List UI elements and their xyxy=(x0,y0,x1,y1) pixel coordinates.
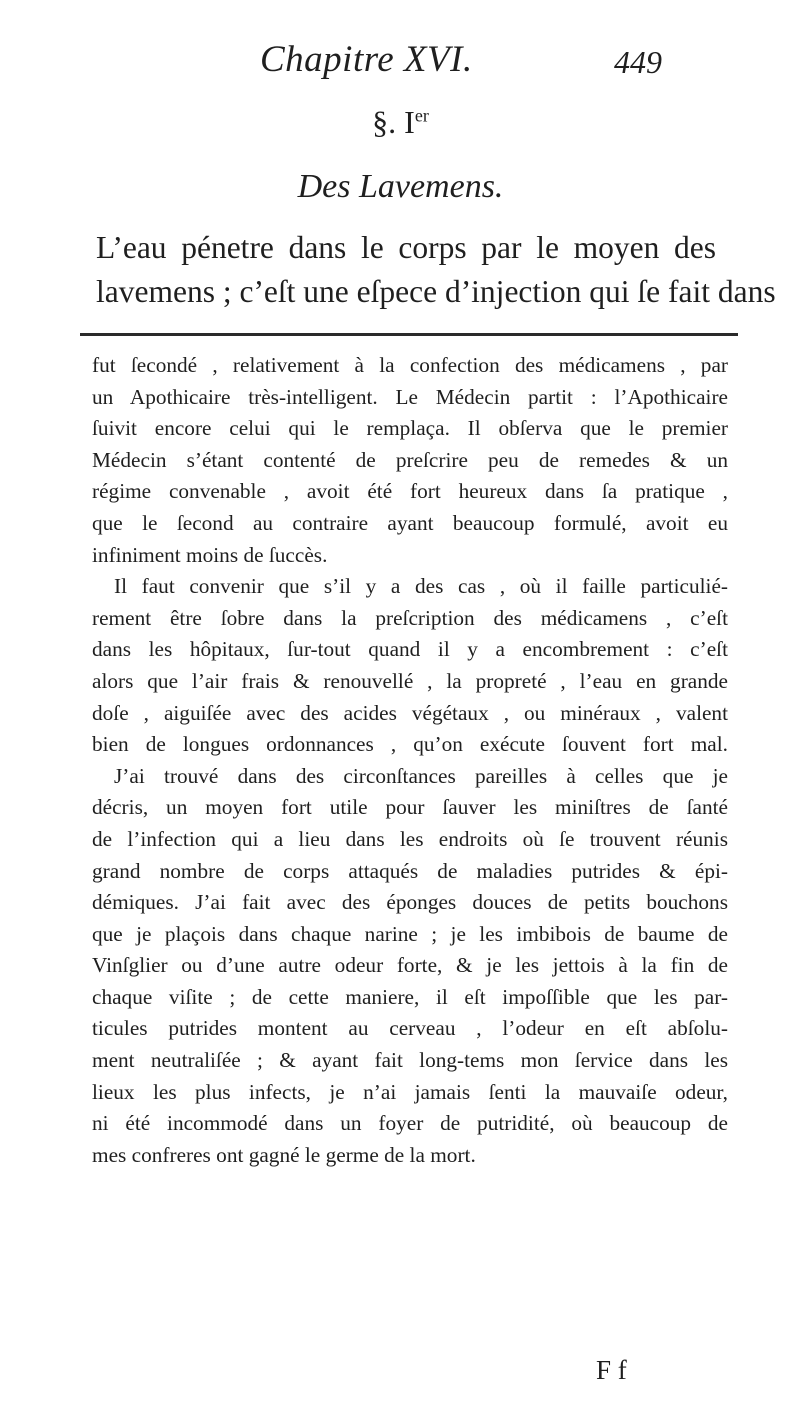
text-line: Vinſglier ou d’une autre odeur forte, & je les jettois à la fin de xyxy=(92,953,728,978)
text-line: rement être ſobre dans la preſcription des médicamens , c’eſt xyxy=(92,605,728,630)
text-line: Il faut convenir que s’il y a des cas , où il faille particulié- xyxy=(114,574,728,599)
text-line: mes confreres ont gagné le germe de la mort. xyxy=(92,1142,476,1167)
text-line: chaque viſite ; de cette maniere, il eſt impoſſible que les par- xyxy=(92,984,728,1009)
intro-line: L’eau pénetre dans le corps par le moyen des xyxy=(96,230,716,265)
running-head xyxy=(0,38,801,88)
text-line: doſe , aiguiſée avec des acides végétaux , ou minéraux , valent xyxy=(92,700,728,725)
text-line: grand nombre de corps attaqués de maladies putrides & épi- xyxy=(92,858,728,883)
chapter-title: Chapitre XVI. xyxy=(260,39,473,80)
text-line: ment neutraliſée ; & ayant fait long-tems mon ſervice dans les xyxy=(92,1048,728,1073)
page-number: 449 xyxy=(614,44,662,80)
text-line: dans les hôpitaux, ſur-tout quand il y a encombrement : c’eſt xyxy=(92,637,728,662)
text-line: alors que l’air frais & renouvellé , la propreté , l’eau en grande xyxy=(92,668,728,693)
text-line: démiques. J’ai fait avec des éponges douces de petits bouchons xyxy=(92,890,728,915)
text-line: J’ai trouvé dans des circonſtances pareilles à celles que je xyxy=(114,763,728,788)
text-line: lieux les plus infects, je n’ai jamais ſenti la mauvaiſe odeur, xyxy=(92,1079,728,1104)
text-line: Médecin s’étant contenté de preſcrire peu de remedes & un xyxy=(92,447,728,472)
section-mark xyxy=(0,104,801,141)
intro-line: lavemens ; c’eſt une eſpece d’injection qui ſe fait dans xyxy=(96,274,776,309)
text-line: bien de longues ordonnances , qu’on exécute ſouvent fort mal. xyxy=(92,732,728,757)
section-mark-sup: er xyxy=(414,105,429,126)
text-line: régime convenable , avoit été fort heureux dans ſa pratique , xyxy=(92,479,728,504)
section-mark-text: §. I xyxy=(372,104,415,140)
text-line: décris, un moyen fort utile pour ſauver les miniſtres de ſanté xyxy=(92,795,728,820)
section-title: Des Lavemens. xyxy=(297,168,504,205)
text-line: un Apothicaire très-intelligent. Le Médecin partit : l’Apothicaire xyxy=(92,384,728,409)
text-line: ſuivit encore celui qui le remplaça. Il obſerva que le premier xyxy=(92,416,728,441)
text-line: fut ſecondé , relativement à la confection des médicamens , par xyxy=(92,353,728,377)
text-line: ticules putrides montent au cerveau , l’odeur en eſt abſolu- xyxy=(92,1016,728,1041)
text-line: ni été incommodé dans un foyer de putridité, où beaucoup de xyxy=(92,1111,728,1136)
footnote-divider xyxy=(80,333,738,336)
text-line: infiniment moins de ſuccès. xyxy=(92,542,328,567)
text-line: que le ſecond au contraire ayant beaucoup formulé, avoit eu xyxy=(92,510,728,535)
text-line: que je plaçois dans chaque narine ; je les imbibois de baume de xyxy=(92,921,728,946)
text-line: de l’infection qui a lieu dans les endroits où ſe trouvent réunis xyxy=(92,826,728,851)
footnote-body xyxy=(92,350,728,1171)
signature-mark: F f xyxy=(596,1355,627,1385)
intro-paragraph xyxy=(96,226,776,314)
